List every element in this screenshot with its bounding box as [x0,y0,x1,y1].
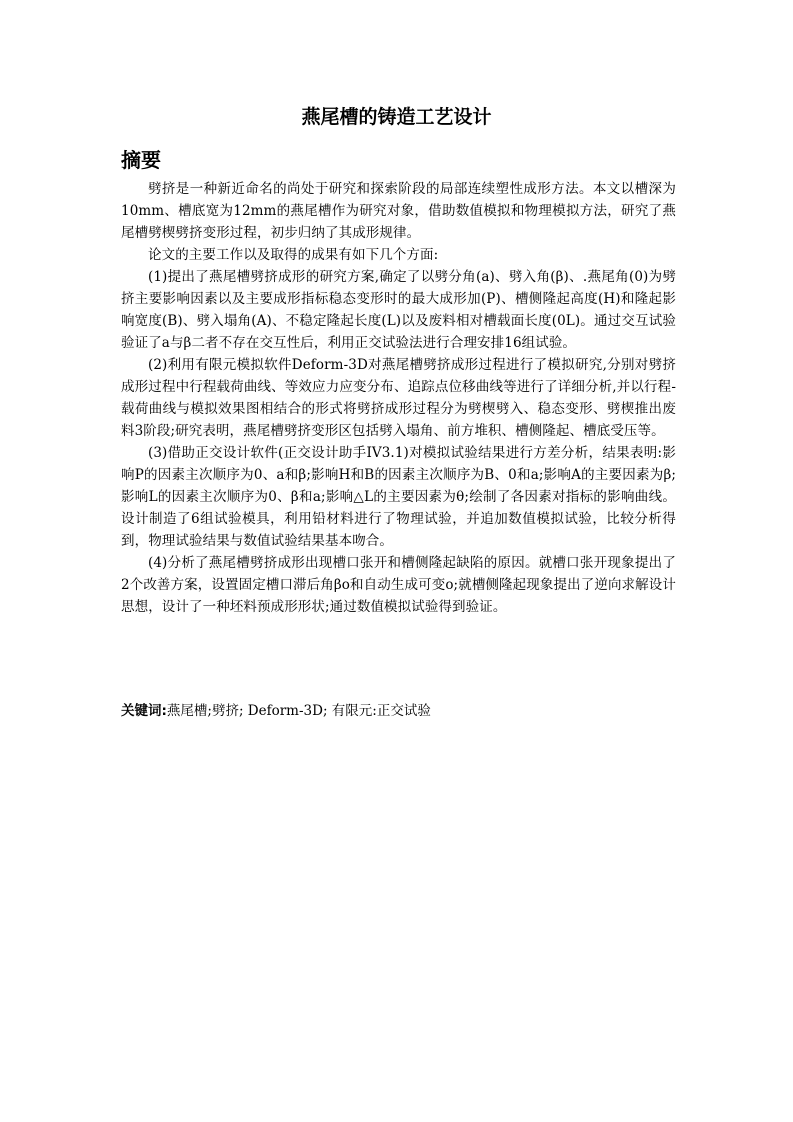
abstract-paragraph-3: (3)借助正交设计软件(正交设计助手IV3.1)对模拟试验结果进行方差分析，结果表明:影响P的因素主次顺序为0、a和β;影响H和B的因素主次顺序为B、0和a;影响A的主要因素为β;影响L的因素主次顺序为0、β和a;影响△L的主要因素为θ;绘制了各因素对指标的影响曲线。设计制造了6组试验模具，利用铅材料进行了物理试验，并追加数值模拟试验，比较分析得到，物理试验结果与数值试验结果基本吻合。 [121,445,676,549]
abstract-paragraph-1: (1)提出了燕尾槽劈挤成形的研究方案,确定了以劈分角(a)、劈入角(β)、.燕尾角(0)为劈挤主要影响因素以及主要成形指标稳态变形时的最大成形加(P)、槽侧隆起高度(H)和隆起影响宽度(B)、劈入塌角(A)、不稳定隆起长度(L)以及废料相对槽载面长度(0L)。通过交互试验验证了a与β二者不存在交互性后，利用正交试验法进行合理安排16组试验。 [121,269,676,351]
keywords-line [121,700,676,722]
keywords-text: 燕尾槽;劈挤; Deform-3D; 有限元:正交试验 [166,703,431,719]
keywords-label: 关键词: [121,703,167,719]
abstract-paragraph-2: (2)利用有限元模拟软件Deform-3D对燕尾槽劈挤成形过程进行了模拟研究,分别对劈挤成形过程中行程载荷曲线、等效应力应变分布、追踪点位移曲线等进行了详细分析,并以行程-载荷曲线与模拟效果图相结合的形式将劈挤成形过程分为劈楔劈入、稳态变形、劈楔推出废料3阶段;研究表明，燕尾槽劈挤变形区包括劈入塌角、前方堆积、槽侧隆起、槽底受压等。 [121,357,676,439]
abstract-paragraph-4: (4)分析了燕尾槽劈挤成形出现槽口张开和槽侧隆起缺陷的原因。就槽口张开现象提出了2个改善方案，设置固定槽口滞后角βo和自动生成可变o;就槽侧隆起现象提出了逆向求解设计思想，设计了一种坯料预成形形状;通过数值模拟试验得到验证。 [121,555,676,615]
abstract-body [121,178,676,618]
abstract-paragraph-intro: 劈挤是一种新近命名的尚处于研究和探索阶段的局部连续塑性成形方法。本文以槽深为10mm、槽底宽为12mm的燕尾槽作为研究对象，借助数值模拟和物理模拟方法，研究了燕尾槽劈楔劈挤变形过程，初步归纳了其成形规律。 [121,181,676,241]
abstract-paragraph-summary: 论文的主要工作以及取得的成果有如下几个方面: [148,247,439,263]
document-title: 燕尾槽的铸造工艺设计 [301,106,492,128]
abstract-heading: 摘要 [121,148,161,172]
